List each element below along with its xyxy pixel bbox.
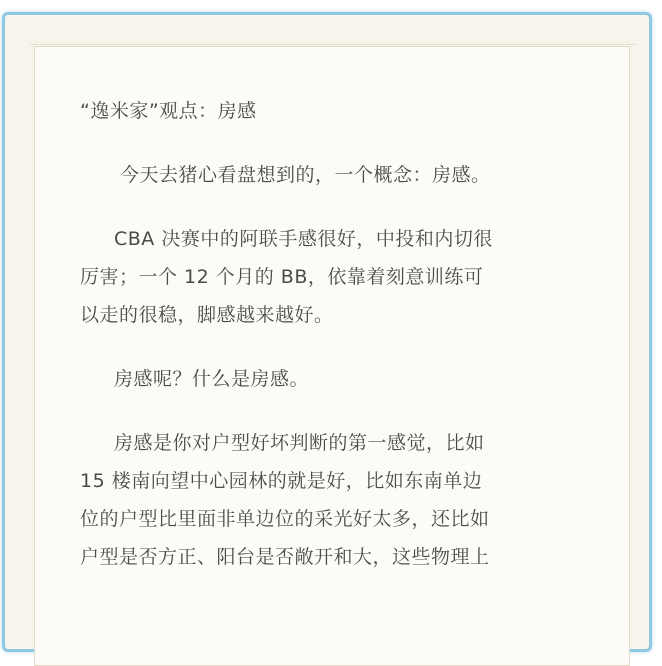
paragraph-3 bbox=[80, 360, 590, 398]
paragraph-line: 房感呢？什么是房感。 bbox=[114, 368, 310, 390]
article-body bbox=[80, 92, 590, 602]
paper-top-rule bbox=[30, 44, 636, 45]
paragraph-line: 厉害；一个 12 个月的 BB，依靠着刻意训练可 bbox=[80, 266, 484, 288]
paragraph-2 bbox=[80, 220, 590, 334]
paragraph-1 bbox=[80, 156, 590, 194]
paragraph-4 bbox=[80, 424, 590, 576]
paragraph-line: 今天去猪心看盘想到的，一个概念：房感。 bbox=[120, 164, 491, 186]
paragraph-line: 15 楼南向望中心园林的就是好，比如东南单边 bbox=[80, 470, 483, 492]
paragraph-line: 以走的很稳，脚感越来越好。 bbox=[80, 304, 334, 326]
paragraph-line: 位的户型比里面非单边位的采光好太多，还比如 bbox=[80, 508, 490, 530]
article-title: “逸米家”观点：房感 bbox=[80, 100, 257, 122]
paragraph-line: 房感是你对户型好坏判断的第一感觉，比如 bbox=[114, 432, 485, 454]
paragraph-line: CBA 决赛中的阿联手感很好，中投和内切很 bbox=[114, 228, 493, 250]
paragraph-line: 户型是否方正、阳台是否敞开和大，这些物理上 bbox=[80, 546, 490, 568]
